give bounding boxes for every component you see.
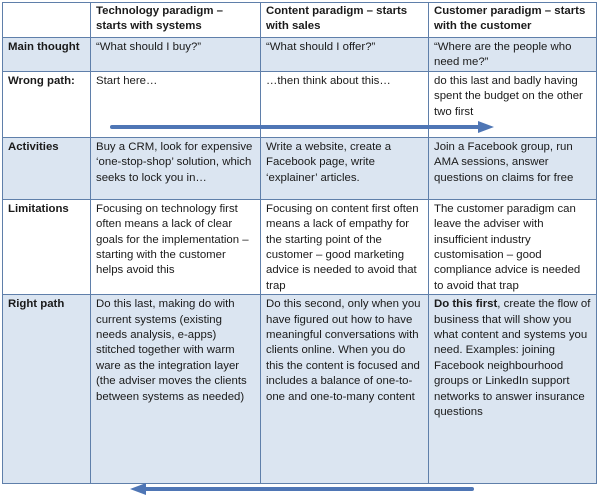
right-path-customer-emphasis: Do this first	[434, 298, 498, 311]
right-path-technology: Do this last, making do with current systems (existing needs analysis, e-apps) stitched together with warm ware as the integration layer (the adviser moves the clients between systems as needed)	[91, 295, 261, 484]
row-label-right-path: Right path	[3, 295, 91, 484]
right-path-customer	[429, 295, 597, 484]
activities-technology: Buy a CRM, look for expensive ‘one-stop-shop’ solution, which seeks to lock you in…	[91, 137, 261, 199]
right-path-row	[3, 295, 597, 484]
row-label-limitations: Limitations	[3, 199, 91, 294]
row-label-activities: Activities	[3, 137, 91, 199]
row-label-wrong-path: Wrong path:	[3, 71, 91, 137]
limitations-customer: The customer paradigm can leave the adviser with insufficient industry customisation – good compliance advice is needed to avoid that trap	[429, 199, 597, 294]
main-thought-content: “What should I offer?”	[261, 38, 429, 72]
wrong-path-customer: do this last and badly having spent the budget on the other two first	[429, 71, 597, 137]
main-thought-row	[3, 38, 597, 72]
main-thought-customer: “Where are the people who need me?”	[429, 38, 597, 72]
corner-cell	[3, 3, 91, 38]
header-customer-paradigm: Customer paradigm – starts with the customer	[429, 3, 597, 38]
right-path-customer-text: , create the flow of business that will show you what content and systems you need. Examples: joining Facebook neighbourhood groups or LinkedIn support networks to answer insurance questions	[434, 298, 591, 419]
header-row	[3, 3, 597, 38]
row-label-main-thought: Main thought	[3, 38, 91, 72]
activities-row	[3, 137, 597, 199]
right-path-arrow-left-icon	[128, 482, 474, 496]
limitations-technology: Focusing on technology first often means a lack of clear goals for the implementation – starting with the customer helps avoid this	[91, 199, 261, 294]
header-technology-paradigm: Technology paradigm – starts with systems	[91, 3, 261, 38]
right-path-content: Do this second, only when you have figured out how to have meaningful conversations with clients online. When you do this the content is focused and includes a balance of one-to-one and one-to-many content	[261, 295, 429, 484]
activities-customer: Join a Facebook group, run AMA sessions, answer questions on claims for free	[429, 137, 597, 199]
header-content-paradigm: Content paradigm – starts with sales	[261, 3, 429, 38]
main-thought-technology: “What should I buy?”	[91, 38, 261, 72]
limitations-content: Focusing on content first often means a lack of empathy for the starting point of the customer – good marketing advice is needed to avoid that trap	[261, 199, 429, 294]
limitations-row	[3, 199, 597, 294]
activities-content: Write a website, create a Facebook page, write ‘explainer’ articles.	[261, 137, 429, 199]
paradigm-table	[2, 2, 597, 484]
wrong-path-content: …then think about this…	[261, 71, 429, 137]
wrong-path-technology: Start here…	[91, 71, 261, 137]
wrong-path-arrow-right-icon	[110, 120, 496, 134]
